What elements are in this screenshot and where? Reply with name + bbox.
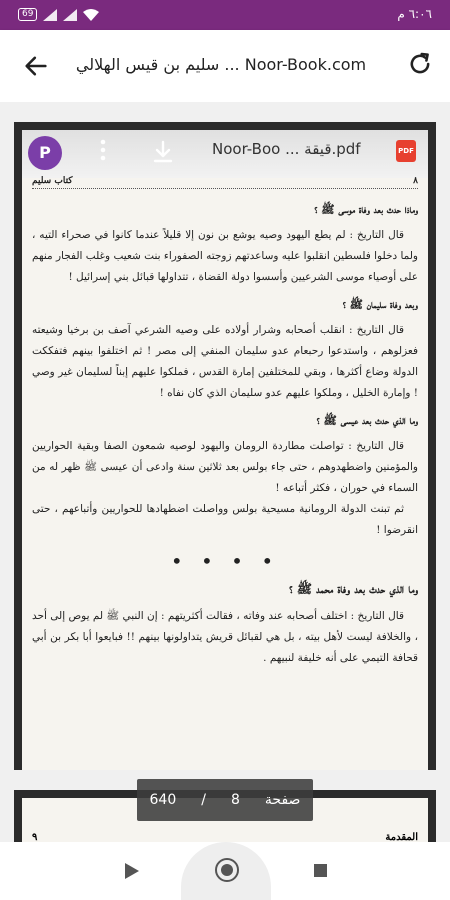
download-icon[interactable] bbox=[152, 140, 174, 164]
page-separator: / bbox=[201, 792, 206, 808]
wifi-icon bbox=[83, 9, 99, 21]
navigation-bar bbox=[0, 842, 450, 900]
pdf-toolbar bbox=[22, 130, 428, 178]
stop-square-icon[interactable] bbox=[314, 864, 327, 877]
toc-page: ٩ bbox=[32, 832, 38, 842]
page-total: 640 bbox=[149, 792, 177, 808]
pdf-page-sheet bbox=[22, 130, 428, 770]
section-paragraph: ثم تبنت الدولة الرومانية مسيحية بولس وواصلت اضطهادها للحواريين وأتباعهم ، حتى انقرضوا ! bbox=[32, 503, 418, 536]
play-icon[interactable] bbox=[125, 863, 139, 879]
battery-level: 69 bbox=[22, 9, 34, 19]
home-circle-icon[interactable] bbox=[215, 858, 239, 882]
toc-title: المقدمة bbox=[385, 832, 418, 842]
pdf-file-icon: PDF bbox=[396, 140, 416, 162]
status-time: ٦:٠٦ م bbox=[397, 7, 432, 21]
running-head-number: ٨ bbox=[413, 176, 418, 186]
back-arrow-icon[interactable] bbox=[22, 52, 50, 80]
refresh-icon[interactable] bbox=[406, 50, 434, 78]
section-1 bbox=[32, 203, 418, 288]
status-bar bbox=[0, 0, 450, 30]
pdf-viewer[interactable] bbox=[0, 102, 450, 842]
section-heading: وبعد وفاة سليمان ﷺ ؟ bbox=[342, 298, 418, 311]
running-head-title: كتاب سليم bbox=[32, 176, 73, 186]
section-paragraph: قال التاريخ : لم يطع اليهود وصيه يوشع بن نون إلا قليلاً عندما كانوا في صحراء التيه ، ولما دخلوا فلسطين انقلبوا عليه وساعدتهم زوجته الصفوراء بنت شعيب وغلب الفجار منهم على أوصياء موسى الشرعيين وأسسوا دولة القضاة ، تتداولها قبائل بني إسرائيل ! bbox=[32, 229, 418, 283]
status-icons bbox=[18, 8, 99, 21]
page-current: 8 bbox=[230, 792, 240, 808]
section-heading: وماذا حدث بعد وفاة موسى ﷺ ؟ bbox=[314, 203, 418, 216]
avatar[interactable]: P bbox=[28, 136, 62, 170]
toc-entry bbox=[32, 832, 418, 842]
pdf-page bbox=[14, 122, 436, 770]
cellular-signal-icon bbox=[43, 9, 57, 21]
page-content bbox=[32, 176, 418, 669]
running-head bbox=[32, 176, 418, 189]
page-title: سليم بن قيس الهلالي ... Noor-Book.com bbox=[75, 55, 367, 74]
section-2 bbox=[32, 298, 418, 404]
cellular-signal-icon-2 bbox=[63, 9, 77, 21]
section-divider: • • • • bbox=[170, 549, 280, 573]
page-indicator bbox=[137, 779, 313, 821]
battery-icon bbox=[18, 8, 37, 21]
section-paragraph: قال التاريخ : اختلف أصحابه عند وفاته ، فقالت أكثريتهم : إن النبي ﷺ لم يوص إلى أحد ، والخلافة ليست لأهل بيته ، بل هي لقبائل قريش يتداولونها بينهم !! فبايعوا أبا بكر بن أبي قحافة التيمي على أنه خليفة لنبيهم . bbox=[32, 610, 418, 664]
section-3 bbox=[32, 414, 418, 541]
pdf-filename: Noor-Boo ... قيقة.pdf bbox=[212, 140, 361, 158]
section-paragraph: قال التاريخ : تواصلت مطاردة الرومان واليهود لوصيه شمعون الصفا وبقية الحواريين والمؤمنين واضطهدوهم ، حتى جاء بولس بعد ثلاثين سنة وادعى أن عيسى ﷺ ظهر له من السماء في حوران ، فكثر أتباعه ! bbox=[32, 440, 418, 494]
section-heading: وما الذي حدث بعد عيسى ﷺ ؟ bbox=[316, 414, 418, 427]
section-4 bbox=[32, 581, 418, 669]
page-label: صفحة bbox=[264, 792, 301, 808]
section-paragraph: قال التاريخ : انقلب أصحابه وشرار أولاده على وصيه الشرعي آصف بن برخيا وشيعته فعزلوهم ، واستدعوا رحبعام عدو سليمان المنفي إلى مصر ! ثم اختلفوا بينهم فتفككت الدولة وضاع أكثرها ، وبقي للمختلفين إمارة القدس ، فملكوا عليهم إبناً لسليمان غير وصي ! وإمارة الخليل ، وملكوا عليهم عدو سليمان الذي كان نفاه ! bbox=[32, 324, 418, 399]
app-bar bbox=[0, 30, 450, 102]
section-heading: وما الذي حدث بعد وفاة محمد ﷺ ؟ bbox=[289, 581, 418, 596]
more-options-icon[interactable] bbox=[100, 138, 106, 162]
